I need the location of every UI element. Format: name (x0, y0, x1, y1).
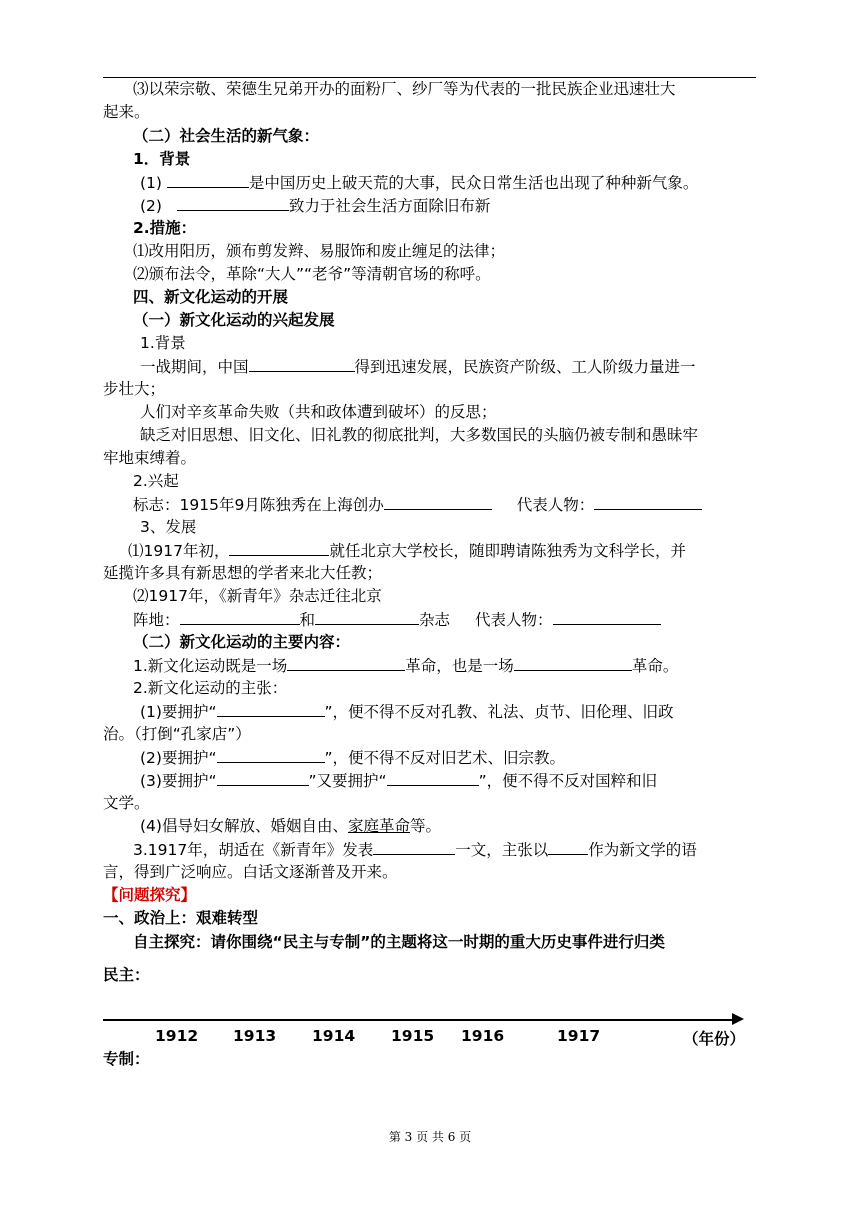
answer-blank[interactable] (180, 608, 300, 625)
answer-blank[interactable] (553, 608, 661, 625)
timeline-axis (103, 1019, 739, 1021)
text-line: 言，得到广泛响应。白话文逐渐普及开来。 (103, 863, 398, 881)
arrow-icon (732, 1013, 744, 1025)
text-line: 治。（打倒“孔家店”） (103, 725, 251, 743)
timeline-year: 1915 (391, 1027, 435, 1045)
text-line: 1.背景 (140, 334, 186, 352)
timeline-year: 1912 (155, 1027, 199, 1045)
answer-blank[interactable] (387, 769, 479, 786)
answer-blank[interactable] (217, 769, 309, 786)
task-prompt: 自主探究：请你围绕“民主与专制”的主题将这一时期的重大历史事件进行归类 (133, 933, 665, 951)
text-line: ⑴改用阳历，颁布剪发辫、易服饰和废止缠足的法律； (133, 242, 506, 260)
fill-line: (1)要拥护“ ”，便不得不反对孔教、礼法、贞节、旧伦理、旧政 (140, 700, 793, 723)
answer-blank[interactable] (249, 355, 355, 372)
section-heading: 四、新文化运动的开展 (133, 288, 289, 306)
answer-blank[interactable] (217, 746, 325, 763)
text-line: 步壮大； (103, 380, 166, 398)
answer-blank[interactable] (217, 700, 325, 717)
autocracy-label: 专制： (103, 1050, 150, 1068)
text-line: ⑵颁布法令，革除“大人”“老爷”等清朝官场的称呼。 (133, 265, 491, 283)
fill-line: 阵地： 和 杂志 代表人物： (133, 608, 786, 631)
timeline-year: 1914 (312, 1027, 356, 1045)
answer-blank[interactable] (514, 654, 632, 671)
text-line: 文学。 (103, 794, 150, 812)
timeline-year: 1916 (461, 1027, 505, 1045)
question-heading: 【问题探究】 (103, 886, 197, 904)
text-line: 缺乏对旧思想、旧文化、旧礼教的彻底批判，大多数国民的头脑仍被专制和愚昧牢 (140, 426, 699, 444)
fill-line: (1) 是中国历史上破天荒的大事，民众日常生活也出现了种种新气象。 (140, 171, 793, 194)
fill-line: 1.新文化运动既是一场 革命，也是一场 革命。 (133, 654, 786, 677)
answer-blank[interactable] (287, 654, 405, 671)
democracy-label: 民主： (103, 966, 150, 984)
fill-line: 一战期间，中国 得到迅速发展，民族资产阶级、工人阶级力量进一 (140, 355, 793, 378)
text-line: 人们对辛亥革命失败（共和政体遭到破坏）的反思； (140, 403, 497, 421)
answer-blank[interactable] (384, 493, 492, 510)
section-heading: （二）新文化运动的主要内容： (133, 633, 351, 651)
text-line: (4)倡导妇女解放、婚姻自由、家庭革命等。 (140, 817, 441, 835)
answer-blank[interactable] (229, 539, 329, 556)
timeline-unit: （年份） (683, 1030, 746, 1048)
fill-line: (3)要拥护“ ”又要拥护“ ”，便不得不反对国粹和旧 (140, 769, 793, 792)
text-line: 2.新文化运动的主张： (133, 679, 288, 697)
fill-line: (2) 致力于社会生活方面除旧布新 (140, 194, 793, 217)
answer-blank[interactable] (373, 838, 455, 855)
text-line: 3、发展 (140, 518, 197, 536)
answer-blank[interactable] (177, 194, 289, 211)
text-line: ⑵1917年，《新青年》杂志迁往北京 (133, 587, 382, 605)
text-line: 2.兴起 (133, 472, 179, 490)
answer-blank[interactable] (315, 608, 419, 625)
section-heading: （二）社会生活的新气象： (133, 127, 320, 145)
answer-blank[interactable] (167, 171, 249, 188)
text-line: 起来。 (103, 103, 150, 121)
text-line: 延揽许多具有新思想的学者来北大任教； (103, 564, 383, 582)
fill-line: 标志：1915年9月陈独秀在上海创办 代表人物： (133, 493, 786, 516)
answer-blank[interactable] (594, 493, 702, 510)
section-heading: 一、政治上：艰难转型 (103, 909, 259, 927)
subsection-heading: 2.措施： (133, 219, 197, 237)
page-footer: 第 3 页 共 6 页 (388, 1130, 472, 1144)
text-line: 牢地束缚着。 (103, 449, 197, 467)
fill-line: ⑴1917年初， 就任北京大学校长，随即聘请陈独秀为文科学长，并 (128, 539, 781, 562)
subsection-heading: 1．背景 (133, 150, 191, 168)
fill-line: (2)要拥护“ ”，便不得不反对旧艺术、旧宗教。 (140, 746, 793, 769)
answer-blank[interactable] (548, 838, 588, 855)
fill-line: 3.1917年，胡适在《新青年》发表 一文，主张以 作为新文学的语 (133, 838, 786, 861)
timeline-year: 1913 (233, 1027, 277, 1045)
timeline-year: 1917 (557, 1027, 601, 1045)
section-heading: （一）新文化运动的兴起发展 (133, 311, 335, 329)
text-line: ⑶以荣宗敬、荣德生兄弟开办的面粉厂、纱厂等为代表的一批民族企业迅速壮大 (133, 80, 676, 98)
